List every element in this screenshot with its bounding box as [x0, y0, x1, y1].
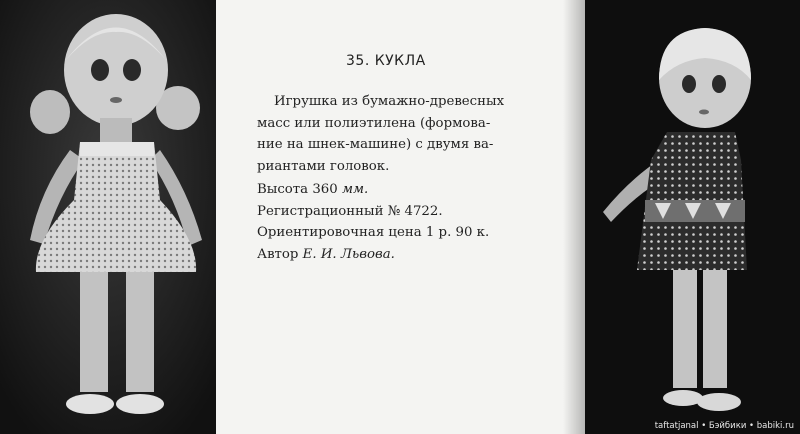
description-line: ние на шнек-машине) с двумя ва-	[257, 137, 494, 152]
watermark: taftatjanal • Бэйбики • babiki.ru	[654, 421, 794, 431]
page-gutter	[563, 0, 585, 434]
height-unit: мм.	[341, 182, 369, 197]
price-spec: Ориентировочная цена 1 р. 90 к.	[257, 225, 490, 240]
height-spec	[257, 179, 489, 201]
item-description	[257, 91, 549, 177]
author-spec	[257, 244, 489, 266]
author-name: Е. И. Львова.	[302, 246, 395, 262]
height-label: Высота 360	[257, 182, 338, 197]
registration-spec: Регистрационный № 4722.	[257, 203, 443, 219]
description-line: масс или полиэтилена (формова-	[257, 115, 491, 131]
doll-photo-right	[585, 0, 800, 434]
item-title: 35. КУКЛА	[346, 53, 426, 69]
description-line: риантами головок.	[257, 158, 390, 174]
description-line: Игрушка из бумажно-древесных	[274, 94, 505, 109]
item-specs	[257, 179, 489, 265]
doll-photo-left	[0, 0, 216, 434]
author-label: Автор	[257, 246, 299, 262]
